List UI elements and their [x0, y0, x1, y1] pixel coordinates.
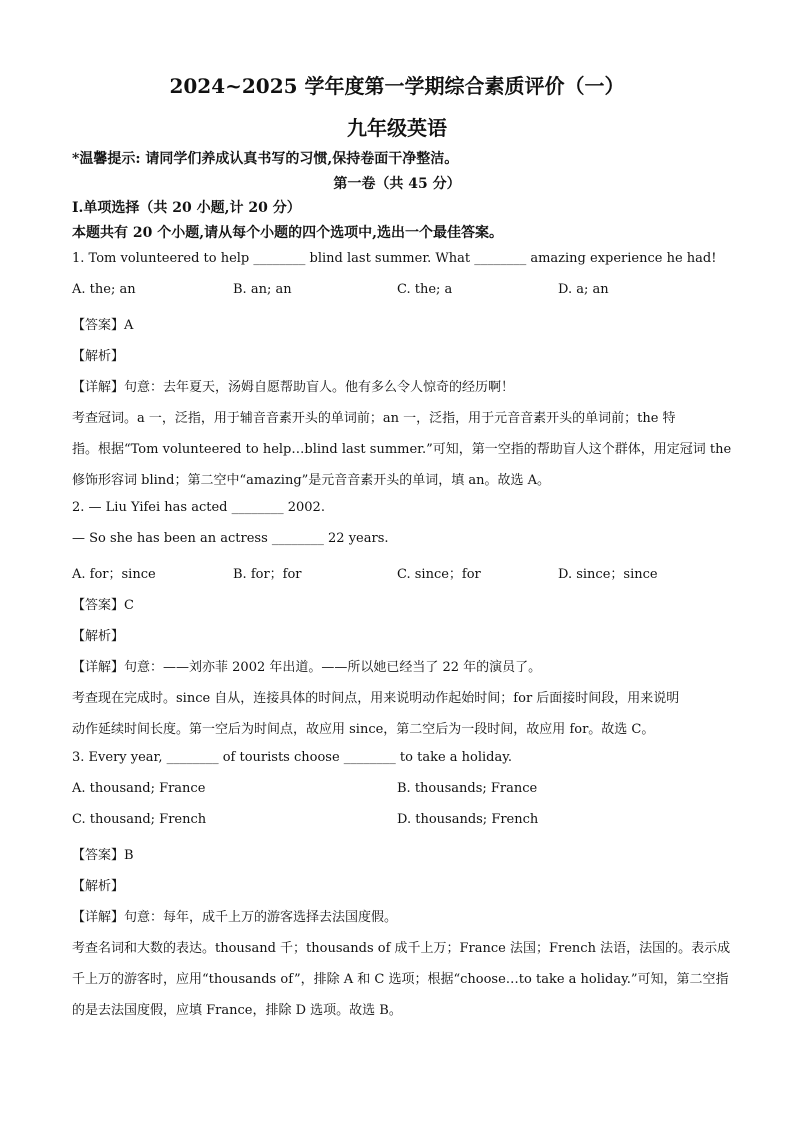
section-title: I.单项选择（共 20 小题,计 20 分） [72, 200, 301, 216]
detail-text: 句意：——刘亦菲 2002 年出道。——所以她已经当了 22 年的演员了。 [124, 660, 542, 675]
exam-title: 2024~2025 学年度第一学期综合素质评价（一） [169, 74, 625, 98]
question-3-stem: 3. Every year, ________ of tourists choose ________ to take a holiday. [72, 750, 513, 765]
detail-text: 句意：每年，成千上万的游客选择去法国度假。 [124, 910, 398, 925]
question-2-analysis-label: 【解析】 [72, 629, 125, 644]
detail-label: 【详解】 [72, 380, 125, 395]
question-2-option-c: C. since；for [397, 567, 481, 582]
question-2-option-a: A. for；since [72, 567, 156, 582]
question-3-option-a: A. thousand; France [72, 781, 206, 796]
question-3-option-c: C. thousand; French [72, 812, 207, 827]
question-3-explanation-line: 的是去法国度假，应填 France，排除 D 选项。故选 B。 [72, 1003, 402, 1018]
detail-label: 【详解】 [72, 660, 125, 675]
section-instruction: 本题共有 20 个小题,请从每个小题的四个选项中,选出一个最佳答案。 [72, 225, 503, 241]
question-1-explanation-line: 修饰形容词 blind；第二空中“amazing”是元音音素开头的单词，填 an。故选 A。 [72, 473, 551, 488]
question-3-option-b: B. thousands; France [397, 781, 538, 796]
answer-value: B [124, 848, 134, 863]
question-3-option-d: D. thousands; French [397, 812, 539, 827]
question-2-option-b: B. for；for [233, 567, 302, 582]
question-2-stem-reply: — So she has been an actress ________ 22 years. [72, 531, 389, 546]
question-1-answer [72, 314, 133, 333]
exam-subtitle: 九年级英语 [347, 116, 447, 140]
question-3-analysis-label: 【解析】 [72, 879, 125, 894]
answer-label: 【答案】 [72, 318, 125, 333]
question-3-explanation-line: 千上万的游客时，应用“thousands of”，排除 A 和 C 选项；根据“choose…to take a holiday.”可知，第二空指 [72, 972, 729, 987]
question-3-answer [72, 844, 134, 863]
question-1-explanation-line: 考查冠词。a 一，泛指，用于辅音音素开头的单词前；an 一，泛指，用于元音音素开头的单词前；the 特 [72, 411, 676, 426]
volume-heading: 第一卷（共 45 分） [333, 176, 461, 192]
question-1-analysis-label: 【解析】 [72, 349, 125, 364]
question-1-option-b: B. an; an [233, 282, 292, 297]
question-3-detail [72, 906, 397, 925]
question-1-option-d: D. a; an [558, 282, 609, 297]
question-2-detail [72, 656, 541, 675]
question-2-answer [72, 594, 134, 613]
notice: *温馨提示: 请同学们养成认真书写的习惯,保持卷面干净整洁。 [72, 151, 459, 167]
answer-label: 【答案】 [72, 598, 125, 613]
question-2-stem: 2. — Liu Yifei has acted ________ 2002. [72, 500, 325, 515]
question-3-explanation-line: 考查名词和大数的表达。thousand 千；thousands of 成千上万；France 法国；French 法语，法国的。表示成 [72, 941, 731, 956]
question-2-explanation-line: 动作延续时间长度。第一空后为时间点，故应用 since，第二空后为一段时间，故应用 for。故选 C。 [72, 722, 655, 737]
question-1-option-a: A. the; an [72, 282, 136, 297]
answer-value: A [124, 318, 134, 333]
question-1-detail [72, 376, 514, 395]
question-1-option-c: C. the; a [397, 282, 453, 297]
question-2-option-d: D. since；since [558, 567, 658, 582]
answer-label: 【答案】 [72, 848, 125, 863]
question-1-explanation-line: 指。根据“Tom volunteered to help…blind last summer.”可知，第一空指的帮助盲人这个群体，用定冠词 the [72, 442, 732, 457]
answer-value: C [124, 598, 134, 613]
question-2-explanation-line: 考查现在完成时。since 自从，连接具体的时间点，用来说明动作起始时间；for 后面接时间段，用来说明 [72, 691, 680, 706]
detail-label: 【详解】 [72, 910, 125, 925]
question-1-stem: 1. Tom volunteered to help ________ blind last summer. What ________ amazing experience he had! [72, 251, 717, 266]
detail-text: 句意：去年夏天，汤姆自愿帮助盲人。他有多么令人惊奇的经历啊！ [124, 380, 515, 395]
